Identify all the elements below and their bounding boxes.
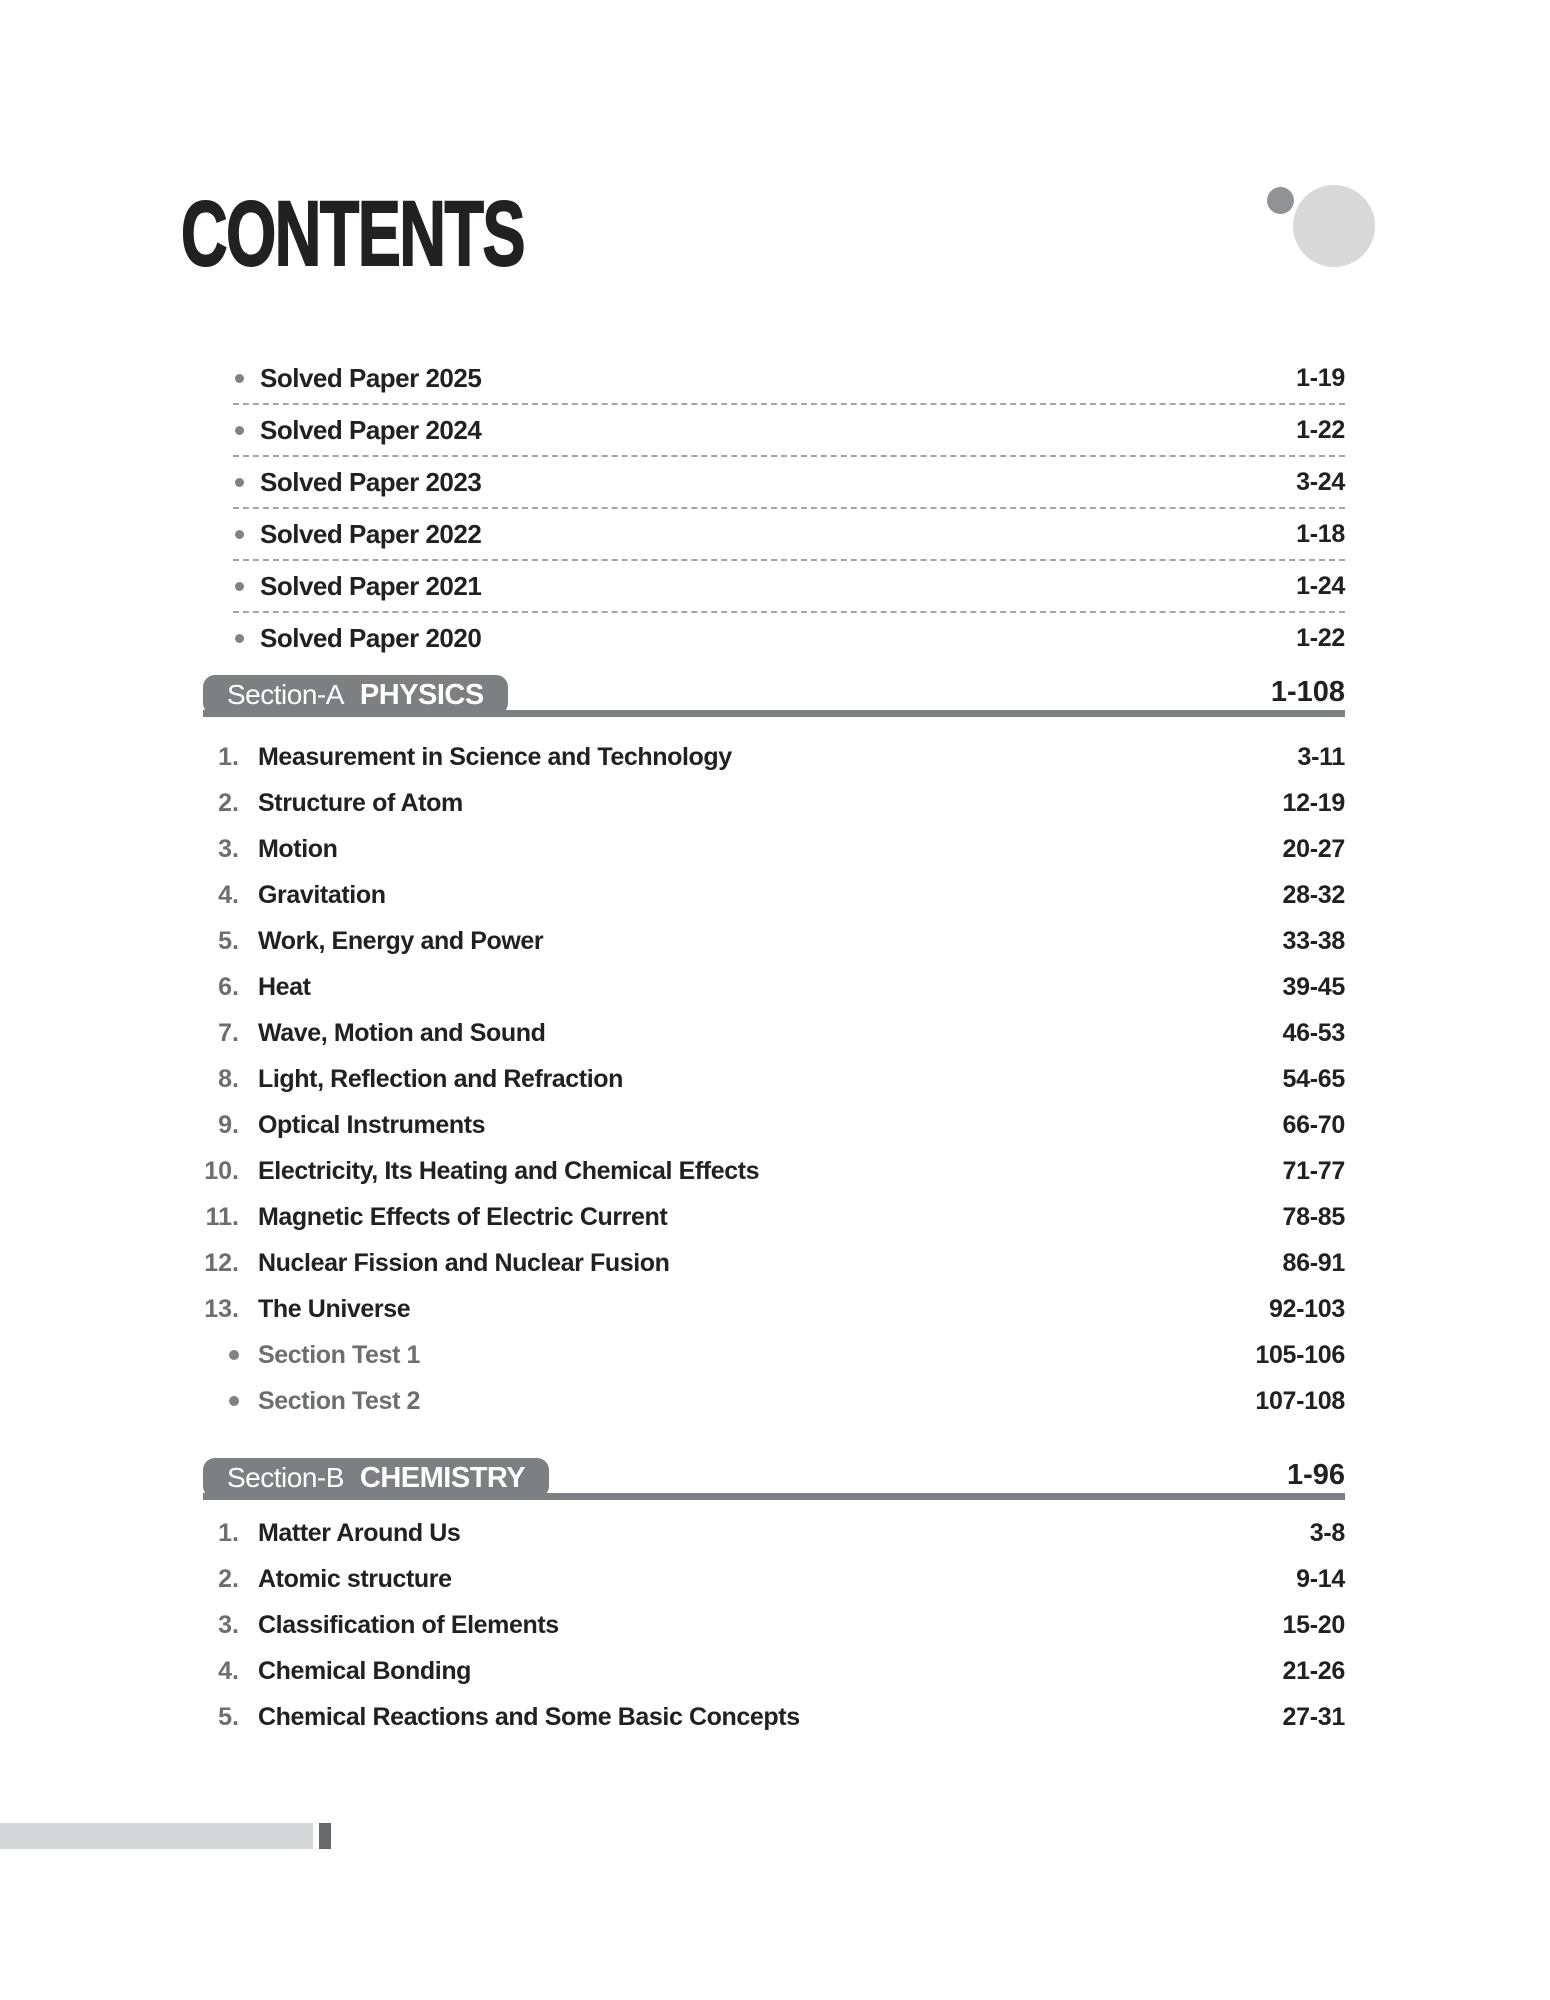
solved-papers-list [233, 353, 1345, 663]
section-page-range: 1-108 [1270, 676, 1345, 708]
chapter-title: The Universe [258, 1294, 411, 1323]
chapter-title: Wave, Motion and Sound [258, 1018, 546, 1047]
page-range: 15-20 [1282, 1610, 1345, 1639]
section-subject: CHEMISTRY [359, 1461, 526, 1494]
page-range: 21-26 [1282, 1656, 1345, 1685]
bullet-wrap [195, 1396, 239, 1406]
chapter-title: Matter Around Us [258, 1518, 461, 1547]
chapter-number: 7. [218, 1018, 239, 1047]
toc-chapter-row [195, 826, 1345, 872]
chapter-title: Measurement in Science and Technology [258, 742, 732, 771]
page-range: 71-77 [1282, 1156, 1345, 1185]
bullet-icon [229, 1396, 239, 1406]
toc-chapter-row [195, 1694, 1345, 1740]
chapter-title: Classification of Elements [258, 1610, 559, 1639]
chapter-number: 10. [204, 1156, 239, 1185]
page-range: 3-11 [1297, 742, 1345, 771]
page-range: 54-65 [1282, 1064, 1345, 1093]
page-range: 86-91 [1282, 1248, 1345, 1277]
chapter-number: 4. [218, 1656, 239, 1685]
chapter-title: Gravitation [258, 880, 386, 909]
chapter-title: Motion [258, 834, 338, 863]
page-range: 1-24 [1296, 571, 1345, 600]
page-range: 28-32 [1282, 880, 1345, 909]
bullet-icon [235, 634, 244, 643]
page-range: 39-45 [1282, 972, 1345, 1001]
section-subject: PHYSICS [359, 678, 484, 711]
section-test-label: Section Test 2 [258, 1386, 421, 1415]
toc-chapter-row [195, 1510, 1345, 1556]
chapter-number: 5. [218, 1702, 239, 1731]
section-b-header [203, 1458, 1345, 1500]
toc-chapter-row [195, 1010, 1345, 1056]
solved-paper-label: Solved Paper 2025 [260, 362, 482, 393]
section-label: Section-A [227, 679, 344, 710]
deco-circle-large-icon [1293, 185, 1375, 267]
toc-solved-row [233, 457, 1345, 509]
bullet-icon [235, 582, 244, 591]
toc-chapter-row [195, 1056, 1345, 1102]
chemistry-chapter-list [195, 1510, 1345, 1740]
chapter-number: 2. [218, 788, 239, 817]
chapter-number: 12. [204, 1248, 239, 1277]
toc-chapter-row [195, 1602, 1345, 1648]
page-range: 107-108 [1255, 1386, 1345, 1415]
page-range: 1-18 [1296, 519, 1345, 548]
chapter-number: 5. [218, 926, 239, 955]
physics-chapter-list [195, 734, 1345, 1424]
solved-paper-label: Solved Paper 2021 [260, 570, 482, 601]
toc-chapter-row [195, 1240, 1345, 1286]
toc-chapter-row [195, 1102, 1345, 1148]
page-range: 1-19 [1296, 363, 1345, 392]
solved-paper-label: Solved Paper 2024 [260, 414, 482, 445]
toc-chapter-row [195, 1148, 1345, 1194]
chapter-number: 4. [218, 880, 239, 909]
section-a-header [203, 675, 1345, 717]
toc-chapter-row [195, 1556, 1345, 1602]
toc-solved-row [233, 509, 1345, 561]
page-range: 33-38 [1282, 926, 1345, 955]
chapter-title: Chemical Bonding [258, 1656, 472, 1685]
page-range: 27-31 [1282, 1702, 1345, 1731]
toc-chapter-row [195, 918, 1345, 964]
chapter-title: Atomic structure [258, 1564, 452, 1593]
chapter-title: Structure of Atom [258, 788, 463, 817]
footer-block [319, 1823, 331, 1849]
chapter-number: 2. [218, 1564, 239, 1593]
page-range: 105-106 [1255, 1340, 1345, 1369]
page-range: 12-19 [1282, 788, 1345, 817]
section-label: Section-B [227, 1462, 344, 1493]
chapter-title: Optical Instruments [258, 1110, 486, 1139]
toc-solved-row [233, 561, 1345, 613]
toc-chapter-row [195, 1648, 1345, 1694]
toc-chapter-row [195, 1194, 1345, 1240]
page-range: 78-85 [1282, 1202, 1345, 1231]
toc-section-test-row [195, 1332, 1345, 1378]
bullet-icon [235, 374, 244, 383]
bullet-wrap [195, 1350, 239, 1360]
toc-solved-row [233, 353, 1345, 405]
deco-circle-small-icon [1267, 187, 1294, 214]
toc-chapter-row [195, 964, 1345, 1010]
page-range: 3-24 [1296, 467, 1345, 496]
bullet-icon [235, 530, 244, 539]
chapter-number: 3. [218, 1610, 239, 1639]
solved-paper-label: Solved Paper 2022 [260, 518, 482, 549]
toc-chapter-row [195, 1286, 1345, 1332]
page-range: 1-22 [1296, 415, 1345, 444]
bullet-icon [235, 426, 244, 435]
chapter-title: Heat [258, 972, 311, 1001]
solved-paper-label: Solved Paper 2023 [260, 466, 482, 497]
chapter-number: 13. [204, 1294, 239, 1323]
page-title: CONTENTS [181, 183, 524, 285]
chapter-number: 1. [218, 742, 239, 771]
section-b-tab [203, 1458, 549, 1498]
chapter-number: 1. [218, 1518, 239, 1547]
chapter-number: 11. [205, 1202, 239, 1231]
toc-chapter-row [195, 780, 1345, 826]
chapter-title: Electricity, Its Heating and Chemical Effects [258, 1156, 760, 1185]
toc-chapter-row [195, 872, 1345, 918]
page-range: 9-14 [1296, 1564, 1345, 1593]
chapter-title: Light, Reflection and Refraction [258, 1064, 623, 1093]
chapter-title: Chemical Reactions and Some Basic Concepts [258, 1702, 800, 1731]
chapter-title: Nuclear Fission and Nuclear Fusion [258, 1248, 670, 1277]
chapter-number: 9. [218, 1110, 239, 1139]
toc-chapter-row [195, 734, 1345, 780]
solved-paper-label: Solved Paper 2020 [260, 622, 482, 653]
page-range: 1-22 [1296, 623, 1345, 652]
section-a-tab [203, 675, 508, 715]
toc-section-test-row [195, 1378, 1345, 1424]
chapter-number: 6. [218, 972, 239, 1001]
bullet-icon [229, 1350, 239, 1360]
chapter-title: Work, Energy and Power [258, 926, 544, 955]
chapter-number: 8. [218, 1064, 239, 1093]
section-page-range: 1-96 [1286, 1459, 1345, 1491]
toc-solved-row [233, 405, 1345, 457]
page-range: 46-53 [1282, 1018, 1345, 1047]
section-test-label: Section Test 1 [258, 1340, 421, 1369]
toc-solved-row [233, 613, 1345, 663]
page-range: 20-27 [1282, 834, 1345, 863]
page-range: 92-103 [1268, 1294, 1345, 1323]
chapter-title: Magnetic Effects of Electric Current [258, 1202, 668, 1231]
page-range: 66-70 [1282, 1110, 1345, 1139]
page-range: 3-8 [1309, 1518, 1345, 1547]
footer-strip [0, 1823, 313, 1849]
chapter-number: 3. [218, 834, 239, 863]
bullet-icon [235, 478, 244, 487]
